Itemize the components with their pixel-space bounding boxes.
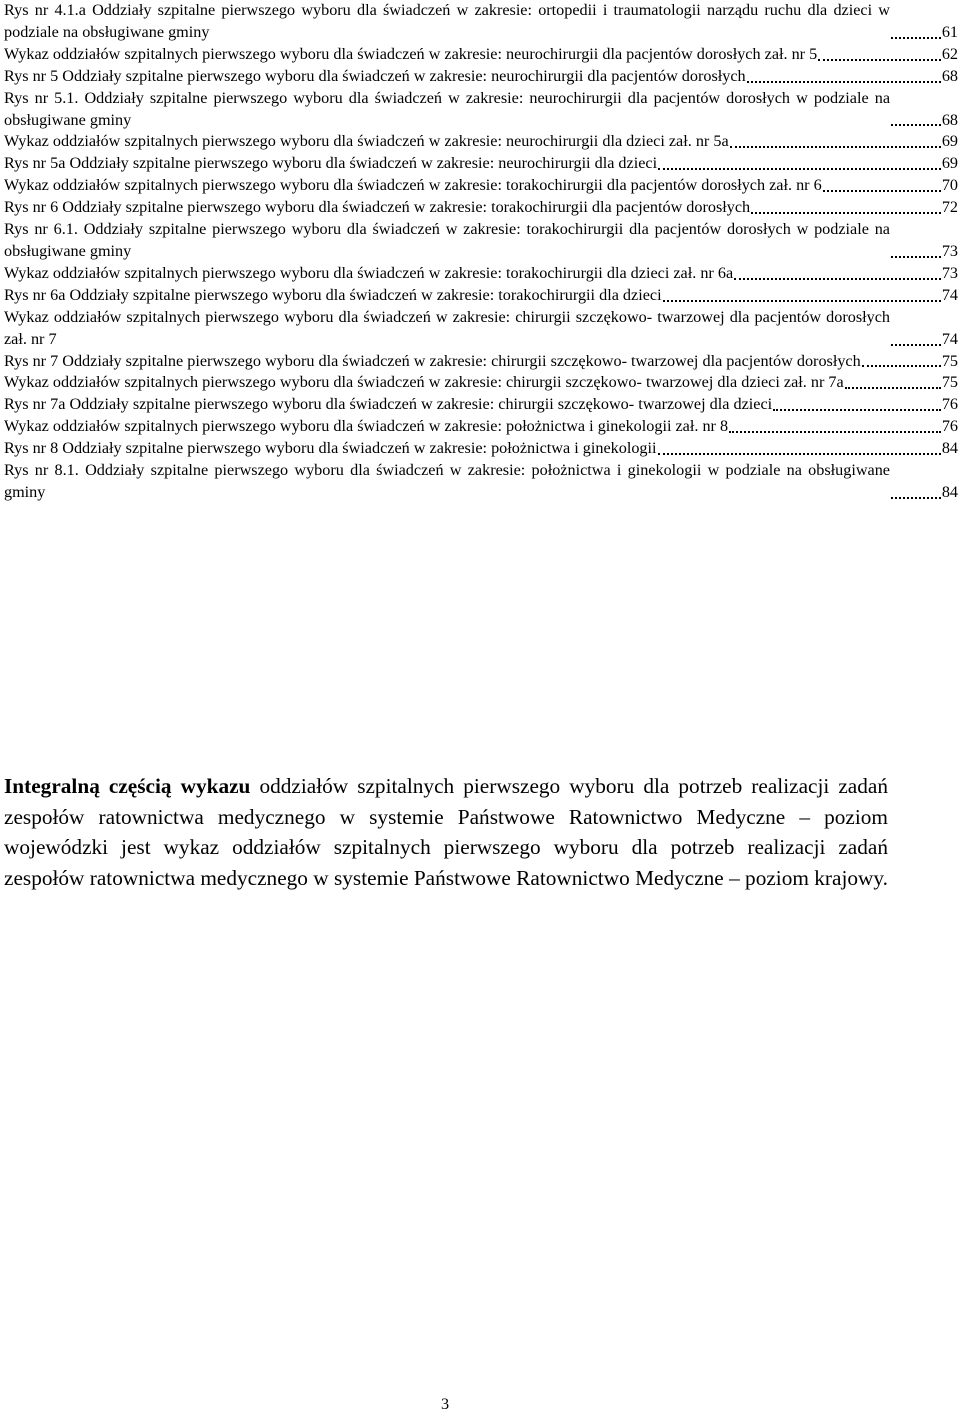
toc-entry[interactable] bbox=[4, 88, 958, 132]
toc-entry-page: 76 bbox=[941, 395, 958, 414]
toc-entry-title: Rys nr 6 Oddziały szpitalne pierwszego wyboru dla świadczeń w zakresie: torakochirurgii dla pacjentów dorosłych bbox=[4, 198, 751, 217]
toc-entry-title: Rys nr 5 Oddziały szpitalne pierwszego wyboru dla świadczeń w zakresie: neurochirurgii dla pacjentów dorosłych bbox=[4, 66, 746, 85]
toc-entry-title: Rys nr 7 Oddziały szpitalne pierwszego wyboru dla świadczeń w zakresie: chirurgii szczękowo- twarzowej dla pacjentów dorosłych bbox=[4, 351, 861, 370]
toc-entry[interactable] bbox=[4, 307, 958, 351]
toc-entry-page: 68 bbox=[941, 110, 958, 129]
toc-entry[interactable] bbox=[4, 285, 958, 307]
toc-entry-page: 62 bbox=[941, 44, 958, 63]
toc-entry-title: Wykaz oddziałów szpitalnych pierwszego wyboru dla świadczeń w zakresie: chirurgii szczękowo- twarzowej dla pacjentów dorosłych zał. nr 7 bbox=[4, 307, 890, 348]
paragraph-text: oddziałów szpitalnych pierwszego wyboru dla potrzeb realizacji zadań zespołów ratownictwa medycznego w systemie Państwowe Ratownictwo Medyczne – poziom wojewódzki jest wykaz oddziałów szpitalnych pierwszego wyboru dla potrzeb realizacji zadań zespołów ratownictwa medycznego w systemie Państwowe Ratownictwo Medyczne – poziom krajowy. bbox=[4, 774, 889, 891]
toc-dot-leader bbox=[734, 277, 941, 280]
toc-dot-leader bbox=[663, 299, 941, 302]
toc-entry[interactable] bbox=[4, 372, 958, 394]
page-number: 3 bbox=[440, 1395, 450, 1413]
toc-entry[interactable] bbox=[4, 66, 958, 88]
toc-dot-leader bbox=[773, 408, 941, 411]
toc-dot-leader bbox=[658, 167, 941, 170]
toc-entry-page: 74 bbox=[941, 329, 958, 348]
toc-entry[interactable] bbox=[4, 175, 958, 197]
toc-dot-leader bbox=[747, 80, 941, 83]
toc-dot-leader bbox=[862, 364, 941, 367]
toc-entry[interactable] bbox=[4, 153, 958, 175]
toc-entry-title: Rys nr 6a Oddziały szpitalne pierwszego wyboru dla świadczeń w zakresie: torakochirurgii dla dzieci bbox=[4, 285, 662, 304]
toc-entry[interactable] bbox=[4, 44, 958, 66]
toc-entry-page: 68 bbox=[941, 66, 958, 85]
toc-entry-title: Wykaz oddziałów szpitalnych pierwszego wyboru dla świadczeń w zakresie: torakochirurgii dla pacjentów dorosłych zał. nr 6 bbox=[4, 176, 822, 195]
toc-dot-leader bbox=[891, 496, 941, 499]
toc-entry[interactable] bbox=[4, 131, 958, 153]
toc-entry-title: Rys nr 5.1. Oddziały szpitalne pierwszego wyboru dla świadczeń w zakresie: neurochirurgii dla pacjentów dorosłych w podziale na obsługiwane gminy bbox=[4, 88, 890, 129]
toc-dot-leader bbox=[658, 452, 941, 455]
toc-entry[interactable] bbox=[4, 351, 958, 373]
toc-entry-page: 73 bbox=[941, 241, 958, 260]
toc-entry-page: 76 bbox=[941, 417, 958, 436]
toc-dot-leader bbox=[891, 343, 941, 346]
toc-dot-leader bbox=[818, 58, 941, 61]
toc-dot-leader bbox=[729, 430, 941, 433]
toc-entry-page: 74 bbox=[941, 285, 958, 304]
toc-entry-page: 70 bbox=[941, 176, 958, 195]
toc-dot-leader bbox=[845, 386, 941, 389]
toc-entry-title: Rys nr 8 Oddziały szpitalne pierwszego wyboru dla świadczeń w zakresie: położnictwa i ginekologii bbox=[4, 439, 657, 458]
toc-entry[interactable] bbox=[4, 0, 958, 44]
toc-dot-leader bbox=[891, 255, 941, 258]
toc-entry-title: Rys nr 6.1. Oddziały szpitalne pierwszego wyboru dla świadczeń w zakresie: torakochirurgii dla pacjentów dorosłych w podziale na obsługiwane gminy bbox=[4, 220, 890, 260]
toc-entry[interactable] bbox=[4, 394, 958, 416]
toc-entry-title: Wykaz oddziałów szpitalnych pierwszego wyboru dla świadczeń w zakresie: torakochirurgii dla dzieci zał. nr 6a bbox=[4, 263, 734, 282]
toc-dot-leader bbox=[823, 189, 941, 192]
toc-entry-title: Wykaz oddziałów szpitalnych pierwszego wyboru dla świadczeń w zakresie: położnictwa i ginekologii zał. nr 8 bbox=[4, 417, 729, 436]
toc-entry-page: 75 bbox=[941, 351, 958, 370]
toc-entry[interactable] bbox=[4, 197, 958, 219]
toc-entry[interactable] bbox=[4, 263, 958, 285]
toc-entry-title: Wykaz oddziałów szpitalnych pierwszego wyboru dla świadczeń w zakresie: chirurgii szczękowo- twarzowej dla dzieci zał. nr 7a bbox=[4, 373, 844, 392]
toc-entry[interactable] bbox=[4, 416, 958, 438]
toc-dot-leader bbox=[891, 123, 941, 126]
toc-entry-page: 84 bbox=[941, 482, 958, 501]
table-of-contents bbox=[4, 0, 958, 504]
toc-entry-page: 84 bbox=[941, 439, 958, 458]
toc-entry-page: 75 bbox=[941, 373, 958, 392]
toc-entry[interactable] bbox=[4, 460, 958, 504]
toc-entry-title: Rys nr 8.1. Oddziały szpitalne pierwszego wyboru dla świadczeń w zakresie: położnictwa i ginekologii w podziale na obsługiwane gminy bbox=[4, 461, 890, 501]
toc-entry[interactable] bbox=[4, 438, 958, 460]
toc-entry-page: 72 bbox=[941, 198, 958, 217]
toc-entry-title: Rys nr 7a Oddziały szpitalne pierwszego wyboru dla świadczeń w zakresie: chirurgii szczękowo- twarzowej dla dzieci bbox=[4, 395, 773, 414]
toc-entry-title: Rys nr 5a Oddziały szpitalne pierwszego wyboru dla świadczeń w zakresie: neurochirurgii dla dzieci bbox=[4, 154, 658, 173]
toc-entry[interactable] bbox=[4, 219, 958, 263]
toc-dot-leader bbox=[751, 211, 941, 214]
toc-entry-page: 69 bbox=[941, 154, 958, 173]
toc-entry-title: Wykaz oddziałów szpitalnych pierwszego wyboru dla świadczeń w zakresie: neurochirurgii dla dzieci zał. nr 5a bbox=[4, 132, 729, 151]
toc-entry-page: 61 bbox=[941, 22, 958, 41]
paragraph-bold-lead: Integralną częścią wykazu bbox=[4, 774, 251, 799]
toc-entry-page: 69 bbox=[941, 132, 958, 151]
toc-entry-page: 73 bbox=[941, 263, 958, 282]
body-paragraph bbox=[4, 771, 888, 893]
toc-dot-leader bbox=[730, 145, 941, 148]
toc-entry-title: Rys nr 4.1.a Oddziały szpitalne pierwszego wyboru dla świadczeń w zakresie: ortopedii i traumatologii narządu ruchu dla dzieci w podziale na obsługiwane gminy bbox=[4, 1, 890, 41]
toc-entry-title: Wykaz oddziałów szpitalnych pierwszego wyboru dla świadczeń w zakresie: neurochirurgii dla pacjentów dorosłych zał. nr 5 bbox=[4, 44, 818, 63]
toc-dot-leader bbox=[891, 36, 941, 39]
